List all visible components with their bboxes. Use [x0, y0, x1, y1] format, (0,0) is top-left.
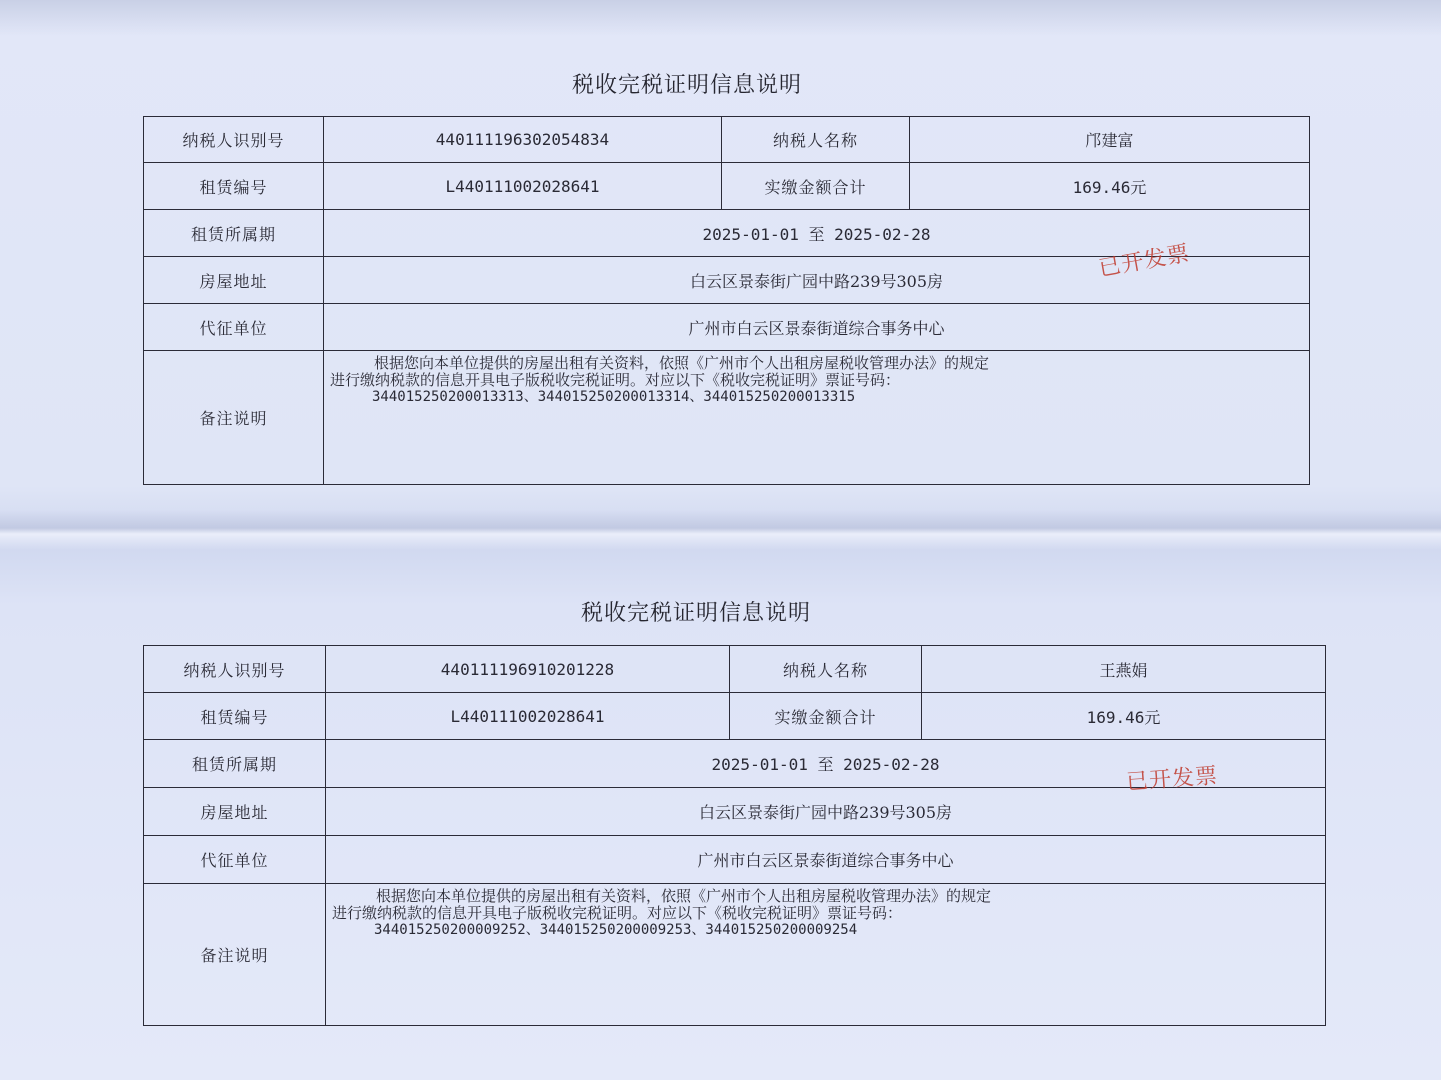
table-row	[144, 646, 1326, 693]
table-row	[144, 884, 1326, 1026]
remarks-value	[324, 351, 1310, 485]
remarks-line-2: 进行缴纳税款的信息开具电子版税收完税证明。对应以下《税收完税证明》票证号码：	[330, 371, 901, 389]
agent-label: 代征单位	[144, 304, 324, 351]
paper-fold	[0, 510, 1441, 550]
amount-total-value: 169.46元	[922, 693, 1326, 740]
table-row	[144, 351, 1310, 485]
lease-period-value: 2025-01-01 至 2025-02-28	[326, 740, 1326, 788]
taxpayer-id-value: 440111196302054834	[324, 117, 722, 163]
address-value: 白云区景泰街广园中路239号305房	[326, 788, 1326, 836]
agent-label: 代征单位	[144, 836, 326, 884]
agent-value: 广州市白云区景泰街道综合事务中心	[326, 836, 1326, 884]
amount-total-value: 169.46元	[910, 163, 1310, 210]
amount-total-label: 实缴金额合计	[730, 693, 922, 740]
table-row	[144, 117, 1310, 163]
table-row	[144, 836, 1326, 884]
table-row	[144, 163, 1310, 210]
lease-no-value: L440111002028641	[324, 163, 722, 210]
taxpayer-id-label: 纳税人识别号	[144, 646, 326, 693]
lease-period-value: 2025-01-01 至 2025-02-28	[324, 210, 1310, 257]
lease-no-value: L440111002028641	[326, 693, 730, 740]
table-row	[144, 693, 1326, 740]
amount-total-label: 实缴金额合计	[722, 163, 910, 210]
taxpayer-name-label: 纳税人名称	[722, 117, 910, 163]
remarks-value	[326, 884, 1326, 1026]
sheet-title: 税收完税证明信息说明	[572, 73, 803, 98]
taxpayer-name-value: 王燕娟	[922, 646, 1326, 693]
lease-no-label: 租赁编号	[144, 693, 326, 740]
address-label: 房屋地址	[144, 257, 324, 304]
lease-period-label: 租赁所属期	[144, 740, 326, 788]
remarks-label: 备注说明	[144, 884, 326, 1026]
certificate-table	[143, 116, 1310, 485]
remarks-line-3: 344015250200013313、344015250200013314、344015250200013315	[372, 389, 856, 405]
taxpayer-name-value: 邝建富	[910, 117, 1310, 163]
invoice-issued-stamp: 已开发票	[1125, 763, 1219, 796]
remarks-label: 备注说明	[144, 351, 324, 485]
address-label: 房屋地址	[144, 788, 326, 836]
table-row	[144, 304, 1310, 351]
invoice-issued-stamp: 已开发票	[1096, 241, 1192, 282]
taxpayer-name-label: 纳税人名称	[730, 646, 922, 693]
certificate-table	[143, 645, 1326, 1026]
remarks-line-2: 进行缴纳税款的信息开具电子版税收完税证明。对应以下《税收完税证明》票证号码：	[332, 904, 903, 922]
lease-no-label: 租赁编号	[144, 163, 324, 210]
lease-period-label: 租赁所属期	[144, 210, 324, 257]
agent-value: 广州市白云区景泰街道综合事务中心	[324, 304, 1310, 351]
remarks-line-1: 根据您向本单位提供的房屋出租有关资料，依照《广州市个人出租房屋税收管理办法》的规定	[374, 354, 990, 372]
taxpayer-id-value: 440111196910201228	[326, 646, 730, 693]
page-top-shadow	[0, 0, 1441, 36]
taxpayer-id-label: 纳税人识别号	[144, 117, 324, 163]
remarks-line-3: 344015250200009252、344015250200009253、344015250200009254	[374, 922, 858, 938]
address-value: 白云区景泰街广园中路239号305房	[324, 257, 1310, 304]
sheet-title: 税收完税证明信息说明	[581, 601, 812, 626]
remarks-line-1: 根据您向本单位提供的房屋出租有关资料，依照《广州市个人出租房屋税收管理办法》的规定	[376, 887, 992, 905]
